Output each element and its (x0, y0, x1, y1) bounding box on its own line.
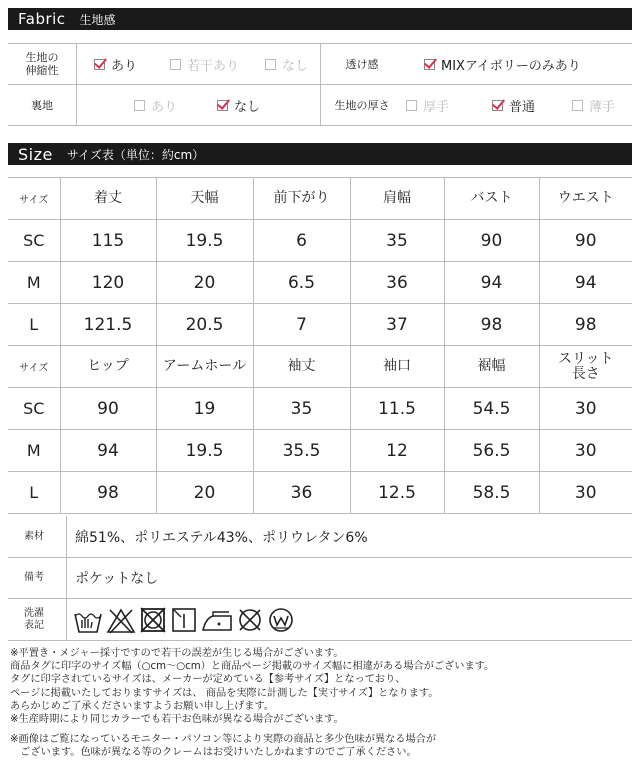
wet-clean-icon (267, 606, 295, 634)
checkbox-checked-icon (492, 100, 503, 111)
value-cell: 36 (350, 262, 444, 304)
value-cell: 58.5 (444, 472, 539, 514)
value-cell: 98 (539, 304, 632, 346)
header-top-width: 天幅 (156, 178, 253, 220)
header-sleeve-length: 袖丈 (253, 346, 350, 388)
value-cell: 12.5 (350, 472, 444, 514)
value-cell: 90 (60, 388, 156, 430)
value-cell: 98 (444, 304, 539, 346)
checkbox-empty-icon (134, 100, 145, 111)
size-section-header (8, 143, 632, 165)
note-line: ※生産時期により同じカラーでも若干お色味が異なる場合がございます。 (10, 714, 344, 726)
value-cell: 54.5 (444, 388, 539, 430)
value-cell: 30 (539, 472, 632, 514)
size-label: サイズ (8, 346, 60, 388)
thickness-option-thick: 厚手 (406, 85, 449, 126)
value-cell: 35.5 (253, 430, 350, 472)
value-cell: 19.5 (156, 220, 253, 262)
fabric-subtitle: 生地感 (79, 12, 116, 27)
value-cell: 37 (350, 304, 444, 346)
checkbox-checked-icon (424, 59, 435, 70)
header-length: 着丈 (60, 178, 156, 220)
checkbox-empty-icon (406, 100, 417, 111)
table-row (8, 388, 632, 430)
header-hip: ヒップ (60, 346, 156, 388)
header-hem-width: 裾幅 (444, 346, 539, 388)
care-icons (73, 606, 295, 634)
stretch-label-line1: 生地の (25, 51, 59, 64)
value-cell: 35 (350, 220, 444, 262)
value-cell: 7 (253, 304, 350, 346)
stretch-option-slight: 若干あり (170, 44, 239, 84)
material-label: 素材 (24, 530, 44, 542)
header-cuff: 袖口 (350, 346, 444, 388)
value-cell: 90 (444, 220, 539, 262)
fabric-table (8, 43, 632, 126)
no-bleach-icon (106, 606, 136, 634)
value-cell: 30 (539, 430, 632, 472)
value-cell: 94 (60, 430, 156, 472)
value-cell: 6.5 (253, 262, 350, 304)
hand-wash-icon (73, 606, 103, 634)
size-cell: SC (8, 388, 60, 430)
material-row (8, 516, 632, 558)
no-tumble-dry-icon (139, 606, 167, 634)
size-subtitle: サイズ表（単位：約cm） (66, 147, 205, 162)
header-front-drop: 前下がり (253, 178, 350, 220)
value-cell: 36 (253, 472, 350, 514)
header-slit-length: スリット 長さ (539, 346, 632, 388)
value-cell: 121.5 (60, 304, 156, 346)
header-shoulder: 肩幅 (350, 178, 444, 220)
value-cell: 94 (539, 262, 632, 304)
value-cell: 98 (60, 472, 156, 514)
value-cell: 115 (60, 220, 156, 262)
fabric-section-header (8, 8, 632, 30)
thickness-option-normal: 普通 (492, 85, 535, 126)
no-dry-clean-icon (236, 606, 264, 634)
value-cell: 90 (539, 220, 632, 262)
lining-option-yes: あり (134, 85, 177, 126)
thickness-label: 生地の厚さ (334, 99, 390, 112)
iron-low-icon (201, 606, 233, 634)
table-row (8, 304, 632, 346)
value-cell: 20 (156, 472, 253, 514)
note-line: ページに掲載いたしておりますサイズは、 商品を実際に計測した【実寸サイズ】となります。 (10, 687, 439, 699)
care-label: 洗濯 表記 (24, 607, 44, 631)
size-header-row-1 (8, 178, 632, 220)
value-cell: 56.5 (444, 430, 539, 472)
sheer-label: 透け感 (345, 57, 379, 71)
thickness-option-thin: 薄手 (572, 85, 615, 126)
lining-label: 裏地 (31, 99, 53, 112)
line-dry-shade-icon (170, 606, 198, 634)
size-header-row-2 (8, 346, 632, 388)
value-cell: 12 (350, 430, 444, 472)
checkbox-empty-icon (170, 59, 181, 70)
remarks-label: 備考 (24, 572, 44, 583)
note-line: ※画像はご覧になっているモニター・パソコン等により実際の商品と多少色味が異なる場合が (10, 734, 437, 746)
size-cell: M (8, 262, 60, 304)
size-cell: SC (8, 220, 60, 262)
value-cell: 94 (444, 262, 539, 304)
size-title: Size (18, 144, 53, 164)
value-cell: 30 (539, 388, 632, 430)
stretch-option-yes: あり (94, 44, 137, 84)
value-cell: 35 (253, 388, 350, 430)
table-row (8, 472, 632, 514)
note-line: 商品タグに印字のサイズ幅（○cm〜○cm）と商品ページ掲載のサイズ幅に相違がある場合がございます。 (10, 661, 495, 673)
value-cell: 19 (156, 388, 253, 430)
table-row (8, 262, 632, 304)
table-row (8, 220, 632, 262)
value-cell: 11.5 (350, 388, 444, 430)
stretch-label-line2: 伸縮性 (25, 64, 59, 77)
stretch-option-no: なし (265, 44, 308, 84)
table-row (8, 430, 632, 472)
size-cell: L (8, 472, 60, 514)
value-cell: 20 (156, 262, 253, 304)
fabric-row-1 (8, 44, 632, 85)
value-cell: 6 (253, 220, 350, 262)
value-cell: 120 (60, 262, 156, 304)
notes (10, 647, 630, 760)
note-line: ※平置き・メジャー採寸ですので若干の誤差が生じる場合がございます。 (10, 648, 344, 659)
checkbox-empty-icon (572, 100, 583, 111)
size-cell: L (8, 304, 60, 346)
remarks-value: ポケットなし (75, 571, 159, 587)
lining-option-no: なし (217, 85, 260, 126)
material-value: 綿51%、ポリエステル43%、ポリウレタン6% (75, 529, 368, 546)
stretch-label (8, 44, 76, 84)
header-waist: ウエスト (539, 178, 632, 220)
value-cell: 20.5 (156, 304, 253, 346)
checkbox-checked-icon (217, 100, 228, 111)
note-line: タグに印字されているサイズは、メーカーが定めている【参考サイズ】となっており、 (10, 674, 406, 686)
header-armhole: アームホール (156, 346, 253, 388)
checkbox-checked-icon (94, 59, 105, 70)
size-table (8, 177, 632, 514)
note-line: あらかじめご了承くださいますようお願い申し上げます。 (10, 700, 275, 712)
checkbox-empty-icon (265, 59, 276, 70)
sheer-option-mix-ivory: MIXアイボリーのみあり (424, 44, 581, 84)
size-cell: M (8, 430, 60, 472)
fabric-row-2 (8, 85, 632, 126)
size-label: サイズ (8, 178, 60, 220)
value-cell: 19.5 (156, 430, 253, 472)
fabric-title: Fabric (18, 10, 66, 28)
remarks-row (8, 558, 632, 599)
header-bust: バスト (444, 178, 539, 220)
note-line: ございます。色味が異なる等のクレームはお受けいたしかねますのでご了承ください。 (10, 747, 417, 759)
